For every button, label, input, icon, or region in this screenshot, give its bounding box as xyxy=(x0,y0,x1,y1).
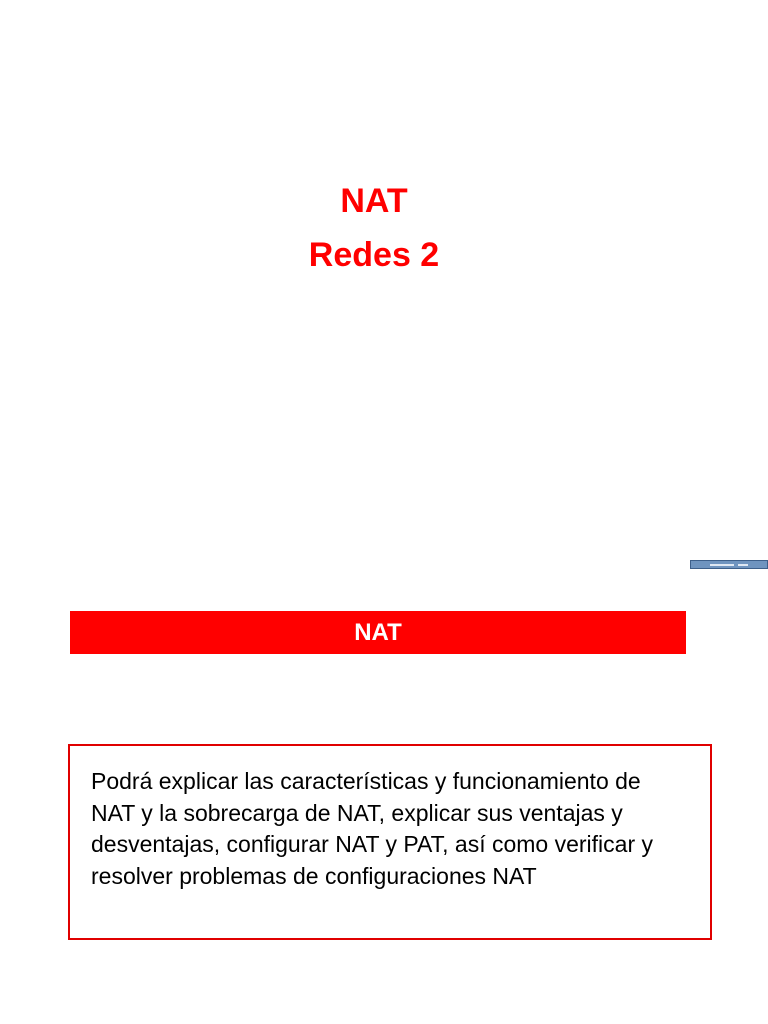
nav-strip-segment xyxy=(710,564,734,566)
nav-strip-segment xyxy=(738,564,748,566)
slide-navigation-strip[interactable] xyxy=(690,560,768,569)
section-heading: NAT xyxy=(354,618,402,646)
slide-subtitle: Redes 2 xyxy=(308,236,440,274)
objective-box xyxy=(68,744,712,940)
section-banner xyxy=(70,611,686,654)
slide-title: NAT xyxy=(340,182,408,220)
objective-text: Podrá explicar las características y funcionamiento de NAT y la sobrecarga de NAT, explicar sus ventajas y desventajas, configurar NAT y PAT, así como verificar y resolver problemas de configuraciones NAT xyxy=(91,768,654,889)
